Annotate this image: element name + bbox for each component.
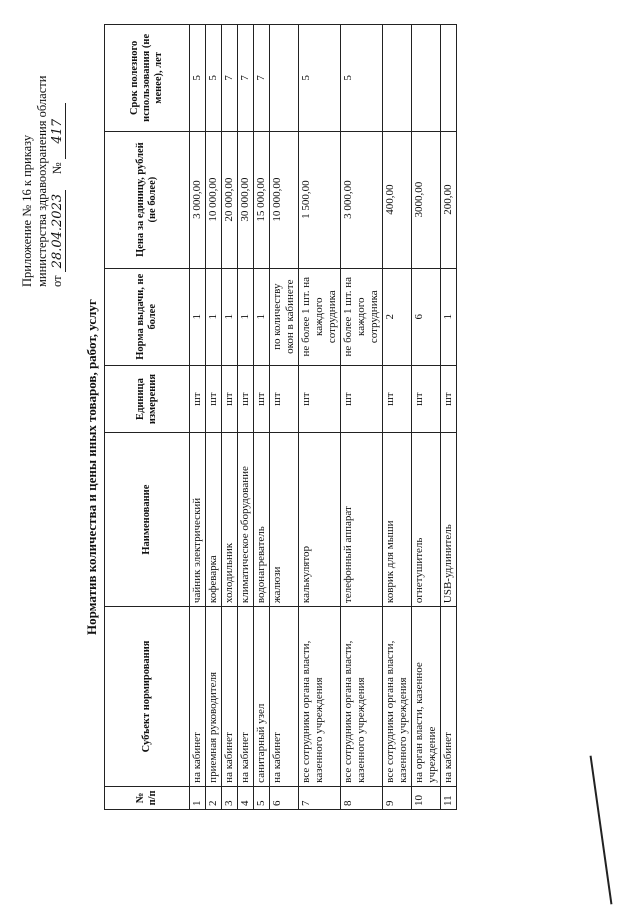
cell-unit: шт (341, 365, 383, 432)
cell-price: 3000,00 (412, 131, 441, 268)
cell-subject: все сотрудники органа власти, казенного учреждения (299, 607, 341, 787)
cell-subject: все сотрудники органа власти, казенного учреждения (341, 607, 383, 787)
cell-life: 7 (222, 25, 238, 132)
cell-number: 10 (412, 786, 441, 809)
cell-life: 5 (206, 25, 222, 132)
cell-name: холодильник (222, 433, 238, 607)
document-title: Норматив количества и цены иных товаров, работ, услуг (84, 299, 99, 635)
cell-subject: на кабинет (270, 607, 299, 787)
cell-norm: по количеству окон в кабинете (270, 268, 299, 365)
cell-norm: не более 1 шт. на каждого сотрудника (341, 268, 383, 365)
cell-price: 30 000,00 (238, 131, 254, 268)
cell-name: жалюзи (270, 433, 299, 607)
approval-date-line (50, 27, 66, 287)
cell-unit: шт (222, 365, 238, 432)
header-norm: Норма выдачи, не более (105, 268, 190, 365)
cell-subject: на кабинет (441, 607, 457, 787)
cell-number: 1 (190, 786, 206, 809)
cell-subject: на кабинет (222, 607, 238, 787)
cell-norm: 6 (412, 268, 441, 365)
number-label: № (50, 162, 64, 175)
cell-number: 4 (238, 786, 254, 809)
cell-subject: на орган власти, казенное учреждение (412, 607, 441, 787)
cell-name: водонагреватель (254, 433, 270, 607)
header-unit: Единица измерения (105, 365, 190, 432)
cell-number: 11 (441, 786, 457, 809)
cell-norm: не более 1 шт. на каждого сотрудника (299, 268, 341, 365)
cell-name: калькулятор (299, 433, 341, 607)
cell-norm: 1 (441, 268, 457, 365)
cell-number: 2 (206, 786, 222, 809)
table-row (341, 25, 383, 810)
table-body (190, 25, 457, 810)
table-row (206, 25, 222, 810)
cell-name: климатическое оборудование (238, 433, 254, 607)
cell-unit: шт (299, 365, 341, 432)
cell-price: 400,00 (383, 131, 412, 268)
cell-name: огнетушитель (412, 433, 441, 607)
cell-subject: все сотрудники органа власти, казенного учреждения (383, 607, 412, 787)
table-row (383, 25, 412, 810)
cell-price: 3 000,00 (190, 131, 206, 268)
cell-unit: шт (270, 365, 299, 432)
cell-subject: на кабинет (190, 607, 206, 787)
cell-name: чайник электрический (190, 433, 206, 607)
cell-life (383, 25, 412, 132)
cell-unit: шт (412, 365, 441, 432)
cell-price: 10 000,00 (206, 131, 222, 268)
cell-price: 10 000,00 (270, 131, 299, 268)
cell-life: 7 (254, 25, 270, 132)
cell-life: 5 (341, 25, 383, 132)
cell-life: 5 (299, 25, 341, 132)
cell-norm: 2 (383, 268, 412, 365)
cell-number: 9 (383, 786, 412, 809)
cell-number: 3 (222, 786, 238, 809)
cell-unit: шт (383, 365, 412, 432)
cell-unit: шт (254, 365, 270, 432)
header-subject: Субъект нормирования (105, 607, 190, 787)
cell-life: 7 (238, 25, 254, 132)
cell-norm: 1 (254, 268, 270, 365)
handwritten-date: 28.04.2023 (50, 190, 66, 272)
approval-block (20, 27, 66, 287)
cell-price: 200,00 (441, 131, 457, 268)
cell-life (270, 25, 299, 132)
header-price: Цена за единицу, рублей (не более) (105, 131, 190, 268)
handwritten-number: 417 (50, 103, 66, 159)
cell-life: 5 (190, 25, 206, 132)
table-row (254, 25, 270, 810)
table-row (238, 25, 254, 810)
cell-unit: шт (206, 365, 222, 432)
cell-number: 6 (270, 786, 299, 809)
cell-name: коврик для мыши (383, 433, 412, 607)
cell-life (412, 25, 441, 132)
header-name: Наименование (105, 433, 190, 607)
table-row (299, 25, 341, 810)
signature-stroke (590, 756, 613, 905)
cell-norm: 1 (222, 268, 238, 365)
cell-price: 1 500,00 (299, 131, 341, 268)
cell-name: кофеварка (206, 433, 222, 607)
cell-name: телефонный аппарат (341, 433, 383, 607)
cell-number: 8 (341, 786, 383, 809)
header-number: № п/п (105, 786, 190, 809)
approval-line-1: Приложение № 16 к приказу (20, 134, 34, 287)
from-label: от (50, 275, 64, 287)
cell-norm: 1 (190, 268, 206, 365)
norm-table (104, 24, 457, 810)
cell-norm: 1 (238, 268, 254, 365)
table-header-row (105, 25, 190, 810)
cell-unit: шт (238, 365, 254, 432)
table-row (190, 25, 206, 810)
cell-norm: 1 (206, 268, 222, 365)
table-row (412, 25, 441, 810)
cell-unit: шт (190, 365, 206, 432)
cell-subject: приемная руководителя (206, 607, 222, 787)
cell-subject: на кабинет (238, 607, 254, 787)
cell-number: 5 (254, 786, 270, 809)
cell-number: 7 (299, 786, 341, 809)
header-life: Срок полезного использования (не менее), лет (105, 25, 190, 132)
cell-subject: санитарный узел (254, 607, 270, 787)
cell-life (441, 25, 457, 132)
cell-price: 20 000,00 (222, 131, 238, 268)
table-row (441, 25, 457, 810)
approval-line-2: министерства здравоохранения области (35, 75, 49, 287)
cell-price: 3 000,00 (341, 131, 383, 268)
table-row (270, 25, 299, 810)
cell-unit: шт (441, 365, 457, 432)
cell-price: 15 000,00 (254, 131, 270, 268)
table-row (222, 25, 238, 810)
cell-name: USB-удлинитель (441, 433, 457, 607)
